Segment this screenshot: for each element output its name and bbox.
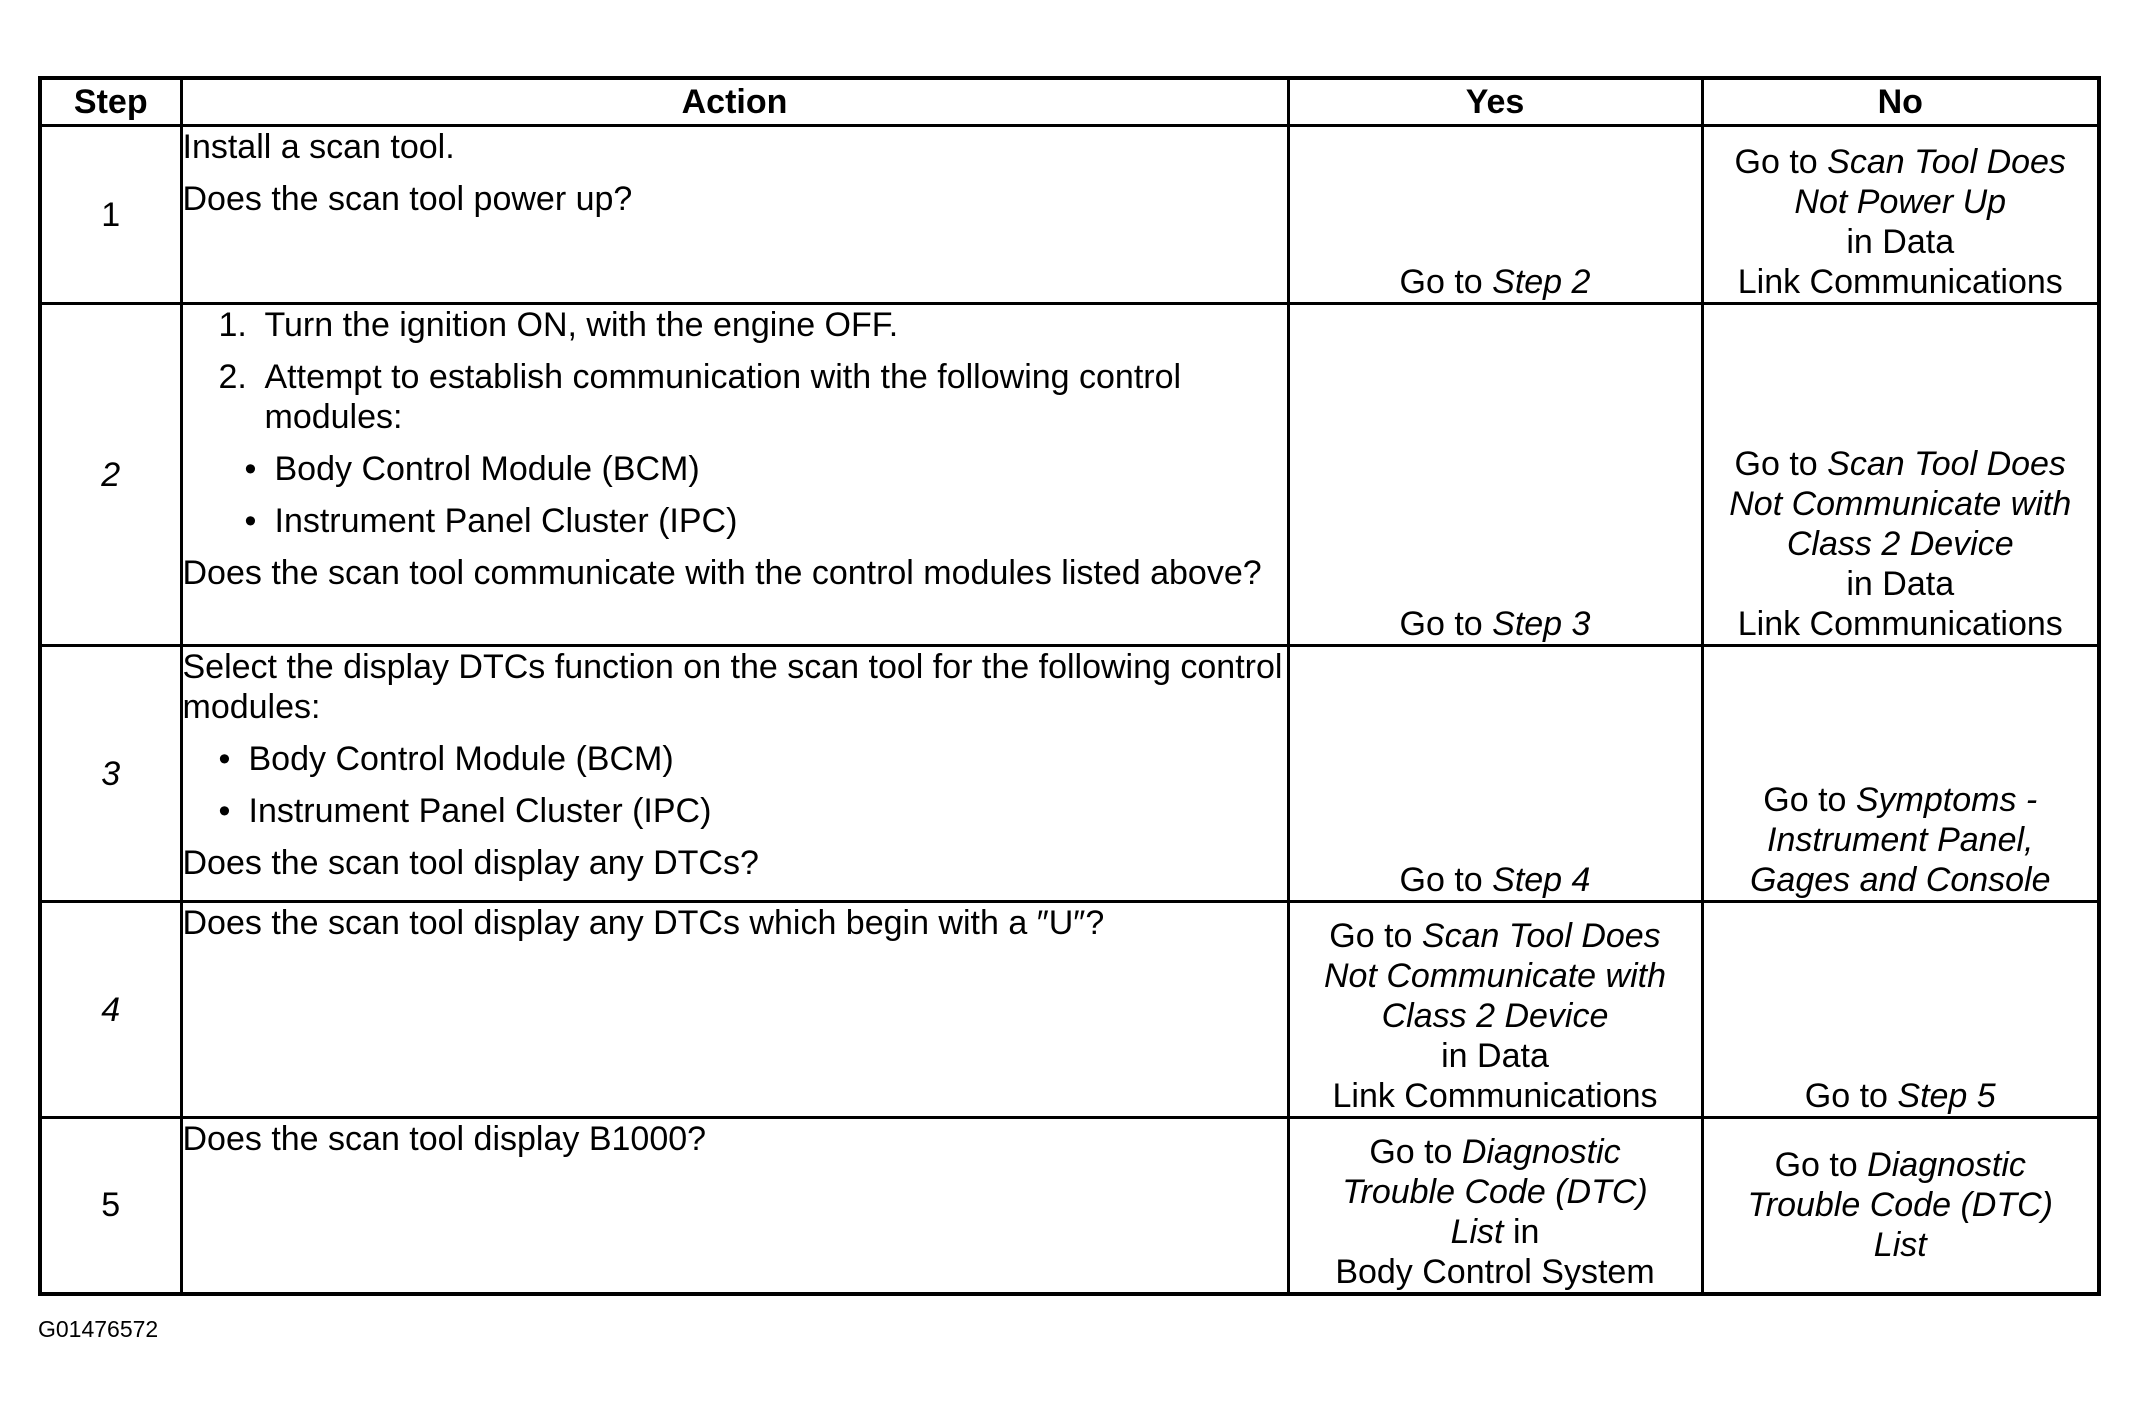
yes-link: Diagnostic xyxy=(1461,1132,1621,1171)
action-cell xyxy=(181,902,1288,1118)
yes-text: Body Control System xyxy=(1335,1252,1655,1291)
action-cell xyxy=(181,646,1288,902)
yes-cell xyxy=(1288,902,1702,1118)
yes-text: in Data xyxy=(1441,1037,1549,1075)
no-text: Go to xyxy=(1804,1077,1898,1115)
no-text: in Data xyxy=(1846,223,1955,261)
yes-link: Step 2 xyxy=(1492,263,1591,301)
header-step: Step xyxy=(40,78,181,126)
table-row xyxy=(40,646,2099,902)
action-question: Does the scan tool power up? xyxy=(182,180,633,218)
step-number: 2 xyxy=(40,304,181,646)
list-item: • Instrument Panel Cluster (IPC) xyxy=(241,501,1287,541)
yes-cell xyxy=(1288,646,1702,902)
yes-cell xyxy=(1288,304,1702,646)
step-number: 5 xyxy=(40,1118,181,1294)
no-text: in Data xyxy=(1846,565,1955,603)
no-text: Link Communications xyxy=(1737,263,2063,301)
no-cell xyxy=(1702,1118,2099,1294)
action-question: Does the scan tool display B1000? xyxy=(182,1120,707,1158)
no-link: Class 2 Device xyxy=(1786,525,2014,563)
no-link: Diagnostic xyxy=(1867,1146,2026,1185)
no-link: Instrument Panel, xyxy=(1767,821,2034,859)
yes-cell xyxy=(1288,1118,1702,1294)
no-link: Gages and Console xyxy=(1749,861,2051,899)
no-text: Go to xyxy=(1774,1146,1868,1185)
figure-id: G01476572 xyxy=(38,1316,159,1342)
action-cell xyxy=(181,126,1288,304)
no-cell xyxy=(1702,126,2099,304)
yes-text: Go to xyxy=(1399,605,1493,643)
yes-cell xyxy=(1288,126,1702,304)
yes-link: Step 4 xyxy=(1492,861,1591,899)
header-action: Action xyxy=(181,78,1288,126)
bullet-list xyxy=(241,449,1287,541)
no-line xyxy=(1704,780,2098,820)
yes-text: in xyxy=(1503,1212,1540,1251)
no-link: Step 5 xyxy=(1897,1077,1996,1115)
yes-link: Trouble Code (DTC) xyxy=(1342,1172,1648,1211)
diagnostic-table xyxy=(38,76,2101,1296)
yes-text: Go to xyxy=(1399,861,1493,899)
yes-text: Go to xyxy=(1329,917,1422,955)
header-no: No xyxy=(1702,78,2099,126)
header-row xyxy=(40,78,2099,126)
table-row xyxy=(40,304,2099,646)
action-question: Does the scan tool communicate with the control modules listed above? xyxy=(182,554,1262,592)
no-text: Go to xyxy=(1734,445,1828,483)
header-yes: Yes xyxy=(1288,78,1702,126)
yes-link: Scan Tool Does xyxy=(1421,917,1661,955)
no-link: List xyxy=(1873,1226,1927,1265)
no-line xyxy=(1704,142,2098,182)
list-item: 1. Turn the ignition ON, with the engine OFF. xyxy=(218,306,899,344)
table-row xyxy=(40,126,2099,304)
action-text: Select the display DTCs function on the scan tool for the following control modules: xyxy=(182,648,1283,726)
no-text: Link Communications xyxy=(1737,605,2063,643)
yes-link: Class 2 Device xyxy=(1381,997,1609,1035)
yes-line xyxy=(1290,1212,1701,1252)
no-cell xyxy=(1702,304,2099,646)
action-cell xyxy=(181,304,1288,646)
no-link: Scan Tool Does xyxy=(1827,445,2066,483)
step-number: 3 xyxy=(40,646,181,902)
bullet-list xyxy=(215,739,1287,831)
step-number: 1 xyxy=(40,126,181,304)
no-cell xyxy=(1702,902,2099,1118)
list-item: • Body Control Module (BCM) xyxy=(215,739,1287,779)
action-cell xyxy=(181,1118,1288,1294)
list-item: 2. Attempt to establish communication with the following control modules: xyxy=(218,358,1182,436)
table-row xyxy=(40,1118,2099,1294)
step-number: 4 xyxy=(40,902,181,1118)
list-item: • Body Control Module (BCM) xyxy=(241,449,1287,489)
yes-text: Link Communications xyxy=(1332,1077,1658,1115)
no-cell xyxy=(1702,646,2099,902)
yes-link: Not Communicate with xyxy=(1323,957,1666,995)
no-link: Symptoms - xyxy=(1855,781,2038,819)
no-line xyxy=(1704,1145,2098,1185)
list-item: • Instrument Panel Cluster (IPC) xyxy=(215,791,1287,831)
action-question: Does the scan tool display any DTCs? xyxy=(182,844,759,882)
no-text: Go to xyxy=(1763,781,1856,819)
yes-text: Go to xyxy=(1399,263,1493,301)
no-text: Go to xyxy=(1734,143,1828,181)
yes-line xyxy=(1290,916,1701,956)
no-link: Not Communicate with xyxy=(1729,485,2072,523)
no-link: Scan Tool Does xyxy=(1827,143,2066,181)
action-text: Install a scan tool. xyxy=(182,128,455,166)
no-link: Trouble Code (DTC) xyxy=(1747,1186,2053,1225)
yes-text: Go to xyxy=(1369,1132,1462,1171)
no-link: Not Power Up xyxy=(1794,183,2007,221)
numbered-list xyxy=(219,305,1287,437)
yes-line xyxy=(1290,1132,1701,1172)
table-row xyxy=(40,902,2099,1118)
yes-link: Step 3 xyxy=(1492,605,1591,643)
no-line xyxy=(1704,444,2098,484)
action-question: Does the scan tool display any DTCs which begin with a ″U″? xyxy=(182,904,1105,942)
yes-link: List xyxy=(1450,1212,1504,1251)
